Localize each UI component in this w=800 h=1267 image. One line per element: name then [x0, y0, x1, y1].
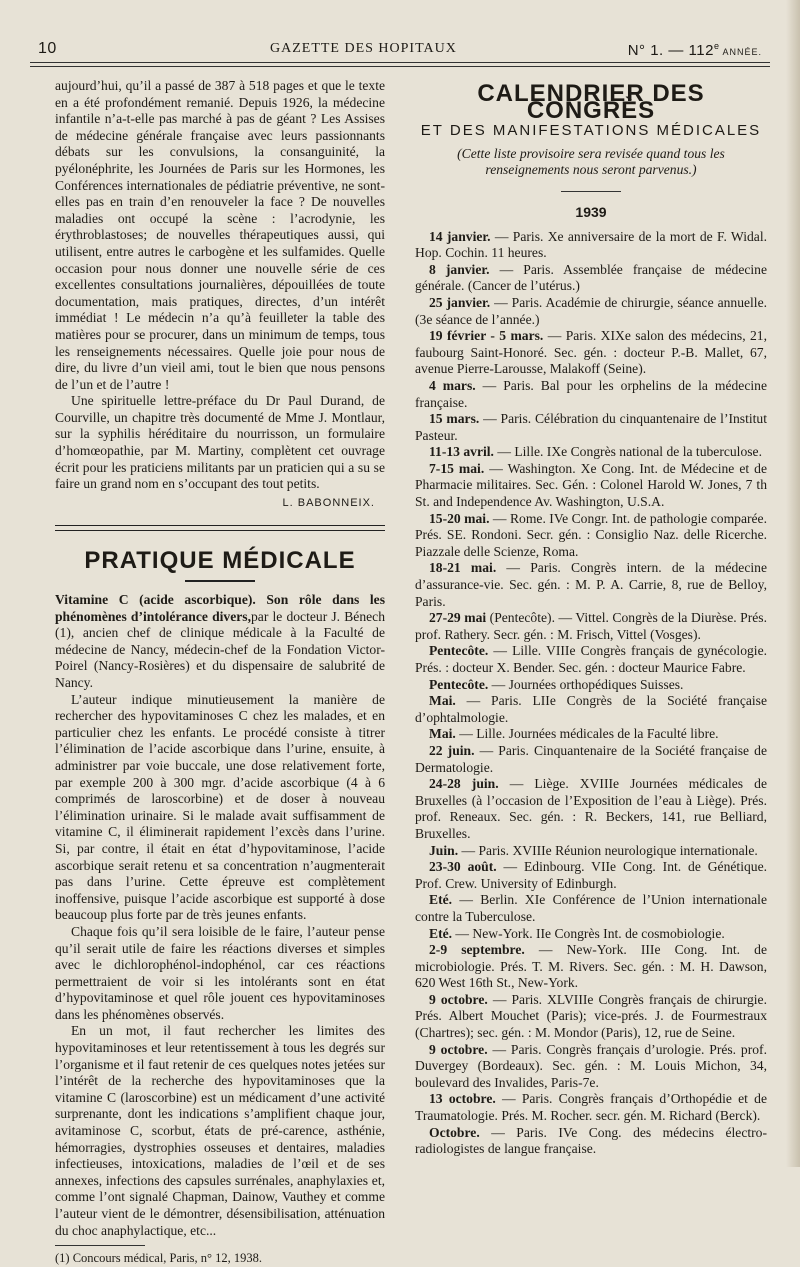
entry-date: Eté.	[429, 925, 453, 941]
article-byline: par le docteur J. Bénech (1), ancien chef de clinique médicale à la Faculté de médecine de Nancy, médecin-chef de la Fondation Victor-Poirel (Nancy-Rosières) et du dispensaire de salubrité de Nancy.	[55, 608, 385, 690]
entry-date: 18-21 mai.	[429, 560, 497, 576]
issue-number: N° 1. — 112	[627, 42, 714, 59]
entry-text: — New-York. IIe Congrès Int. de cosmobiologie.	[452, 925, 725, 941]
entry-text: — Paris. XIXe salon des médecins, 21, faubourg Saint-Honoré. Sec. gén. : docteur P.-B. Mallet, 67, avenue Pierre-Larousse, Malakoff (Seine).	[415, 328, 767, 377]
entry-date: Eté.	[429, 892, 453, 908]
entry-text: — Lille. VIIIe Congrès français de gynécologie. Prés. : docteur X. Bender. Sec. gén. : docteur Maurice Fabre.	[415, 643, 767, 675]
issue-suffix: ANNÉE.	[719, 47, 762, 57]
page-number: 10	[38, 40, 57, 57]
calendar-entry	[415, 726, 767, 743]
section-title: PRATIQUE MÉDICALE	[84, 547, 356, 575]
entry-text: — Journées orthopédiques Suisses.	[488, 676, 684, 692]
entry-text: — Paris. Congrès français d’Orthopédie et de Traumatologie. Prés. M. Rocher. secr. gén. M. Richard (Berck).	[415, 1091, 767, 1124]
calendar-note: (Cette liste provisoire sera revisée quand tous les renseignements nous seront parvenus.)	[457, 145, 725, 178]
issue-info	[628, 41, 762, 59]
entry-text: — Paris. XLVIIIe Congrès français de chirurgie. Prés. Albert Mouchet (Paris); vice-prés. J. de Fourmestraux (Chartres); sec. gén. : M. Mondor (Paris), 12, rue de Seine.	[415, 991, 767, 1041]
entry-date: 7-15 mai.	[429, 460, 485, 476]
entry-text: — Paris. Congrès français d’urologie. Prés. prof. Duvergey (Bordeaux). Sec. gén. : M. Louis Michon, 34, boulevard des Invalides, Paris-7e.	[415, 1041, 767, 1090]
publication-title: GAZETTE DES HOPITAUX	[270, 41, 457, 56]
calendar-entry	[415, 892, 767, 925]
entry-text: — Paris. IVe Cong. des médecins électro-radiologistes de langue française.	[415, 1124, 767, 1157]
calendar-entry	[415, 859, 767, 892]
entry-date: 25 janvier.	[429, 294, 491, 310]
issue-sup: e	[713, 41, 720, 51]
entry-date: 22 juin.	[429, 742, 475, 758]
book-review-text: aujourd’hui, qu’il a passé de 387 à 518 pages et que le texte en a été profondément remanié. Depuis 1926, la médecine infantile n’a-t-elle pas marché à pas de géant ? Les Assises de médecine générale française avec leurs passionnants débats sur les convulsions, la consanguinité, la pyélonéphrite, les Journées de Paris sur les Hormones, les Conférences internationales de pédiatrie préventive, ne sont-elles pas en train d’en renouveler la face ? De nouvelles maladies ont occupé la scène : l’acrodynie, les érythroblastoses; de nouvelles thérapeutiques aussi, qui utilisent, entre autres le carbogène et les sulfamides. Quelle occasion pour nous donner une nouvelle série de ces excellentes consultations journalières, dépouillées de toute documentation, mais pratiques, directes, d’un intérêt immédiat ! Le médecin n’a qu’à feuilleter la table des matières pour se procurer, dans un minimum de temps, tous les renseignements nécessaires. Quelle joie pour nous de dire, du livre d’un vieil ami, tout le bien que nous pensons de l’un et de l’autre !	[55, 78, 385, 392]
entry-date: 23-30 août.	[429, 859, 497, 875]
entry-text: — Berlin. XIe Conférence de l’Union internationale contre la Tuberculose.	[415, 892, 767, 924]
footnote-rule	[55, 1245, 145, 1246]
entry-date: 9 octobre.	[429, 1041, 488, 1057]
article-paragraph-1: L’auteur indique minutieusement la manière de rechercher des hypovitaminoses C chez les malades, et en particulier chez les enfants. Le procédé consiste à titrer l’élimination de l’acide ascorbique dans l’urine, ensuite, à administrer par voie buccale, une dose relativement forte, par exemple 200 à 300 mgr. d’acide ascorbique (4 à 6 comprimés de laroscorbine) et de doser à nouveau l’élimination urinaire. Si le malade avait suffisamment de vitamine C, il éliminerait rapidement l’excès dans l’urine. Si, par contre, il était en état d’hypovitaminose, l’acide ascorbique serait retenu et sa concentration n’augmenterait pas dans l’urine. Cette épreuve est complètement inoffensive, puisque l’acide ascorbique est supporté à dose beaucoup plus forte par de très jeunes enfants.	[55, 691, 385, 923]
entry-date: 4 mars.	[429, 377, 476, 393]
page-edge	[786, 0, 800, 1167]
calendar-entry	[415, 560, 767, 610]
calendar-entry	[415, 295, 767, 328]
article-paragraph-2: Chaque fois qu’il sera loisible de le faire, l’auteur pense qu’il serait utile de faire les réactions diverses et simples avec le dichlorophénol-indophénol, car ces réactions permettraient de voir si les intolérants sont en état d’hypovitaminose et quel rôle jouent ces hypovitaminoses dans les phénomènes observés.	[55, 923, 385, 1022]
footnote: (1) Concours médical, Paris, n° 12, 1938.	[55, 1251, 263, 1266]
entry-text: — New-York. IIIe Cong. Int. de microbiologie. Prés. T. M. Rivers. Sec. gén. : M. H. Dawson, 620 West 16th St., New-York.	[415, 942, 767, 991]
entry-text: — Paris. XVIIIe Réunion neurologique internationale.	[458, 842, 758, 858]
entry-text: — Paris. Célébration du cinquantenaire de l’Institut Pasteur.	[415, 411, 767, 443]
calendar-entry	[415, 444, 767, 461]
entry-text: — Paris. Cinquantenaire de la Société française de Dermatologie.	[415, 742, 767, 775]
calendar-rule	[561, 191, 621, 192]
calendar-entry	[415, 378, 767, 411]
entry-date: 9 octobre.	[429, 991, 488, 1007]
entry-date: Mai.	[429, 726, 456, 742]
calendar-entry	[415, 926, 767, 943]
entry-text: — Paris. LIIe Congrès de la Société française d’ophtalmologie.	[415, 693, 767, 725]
entry-text: — Edinbourg. VIIe Cong. Int. de Génétique. Prof. Crew. University of Edinburgh.	[415, 859, 767, 891]
entry-date: Mai.	[429, 693, 456, 709]
page-header	[30, 38, 770, 60]
book-review-text-2: Une spirituelle lettre-préface du Dr Paul Durand, de Courville, un chapitre très documenté de Mme J. Montlaur, sur la syphilis héréditaire du nourrisson, un formulaire d’homœopathie, par M. Martiny, complètent cet ouvrage écrit pour les praticiens militants par un praticien qui a su se faire un grand nom en s’occupant des tout petits.	[55, 393, 385, 492]
entry-date: Pentecôte.	[429, 676, 489, 692]
article-paragraph-3: En un mot, il faut rechercher les limites des hypovitaminoses et leur retentissement à tous les degrés sur l’organisme et il faut retenir de ces quelques notes jetées sur l’intérêt de la recherche des hypovitaminoses que la vitamine C (laroscorbine) est un médicament d’une activité surprenante, dont les indications s’amplifient chaque jour, avitaminose C, scorbut, états de pré-carence, asthénie, hémorragies, dystrophies osseuses et dentaires, maladies infectieuses, intoxications, maladies de l’œil et de ses annexes, infections des capsules surrénales, anaphylaxies et, comme l’ont signalé Chapman, Dainow, Vauthey et comme l’auteur vient de le démontrer, désensibilisation, atténuation du choc anaphylactique, etc...	[55, 1023, 385, 1238]
calendar-entry	[415, 1042, 767, 1092]
calendar-entries	[415, 229, 767, 1158]
calendar-entry	[415, 677, 767, 694]
calendar-entry	[415, 776, 767, 842]
entry-text: — Paris. Académie de chirurgie, séance annuelle. (3e séance de l’année.)	[415, 294, 768, 327]
calendar-title: CALENDRIER DES CONGRÈS	[477, 80, 705, 124]
calendar-entry	[415, 411, 767, 444]
calendar-entry	[415, 693, 767, 726]
calendar-entry	[415, 328, 767, 378]
entry-text: — Paris. Xe anniversaire de la mort de F. Widal. Hop. Cochin. 11 heures.	[415, 228, 768, 261]
entry-text: — Washington. Xe Cong. Int. de Médecine et de Pharmacie militaires. Sec. Gén. : Colonel Harold W. Jones, 7 th St. and Independence Av. Washington, U.S.A.	[415, 460, 767, 510]
entry-date: 14 janvier.	[429, 228, 491, 244]
calendar-year: 1939	[575, 203, 607, 220]
entry-text: — Paris. Congrès intern. de la médecine d’assurance-vie. Sec. gén. : M. P. A. Carrie, 8, rue de Belloy, Paris.	[415, 560, 767, 609]
calendar-entry	[415, 1091, 767, 1124]
entry-date: 13 octobre.	[429, 1091, 496, 1107]
calendar-entry	[415, 1125, 767, 1158]
entry-date: Pentecôte.	[429, 643, 489, 659]
left-column	[55, 78, 385, 1267]
calendar-entry	[415, 942, 767, 992]
entry-date: 27-29 mai	[429, 610, 487, 626]
entry-date: 24-28 juin.	[429, 776, 499, 792]
section-divider	[55, 525, 385, 531]
entry-date: 15-20 mai.	[429, 510, 490, 526]
calendar-entry	[415, 511, 767, 561]
entry-date: 11-13 avril.	[429, 444, 494, 460]
entry-text: — Lille. Journées médicales de la Faculté libre.	[455, 726, 719, 742]
entry-text: — Paris. Assemblée française de médecine générale. (Cancer de l’utérus.)	[415, 261, 767, 294]
title-underline	[185, 580, 255, 582]
calendar-entry	[415, 262, 767, 295]
calendar-entry	[415, 610, 767, 643]
article-title: Vitamine C (acide ascorbique). Son rôle dans les phénomènes d’intolérance divers,	[55, 592, 385, 624]
calendar-entry	[415, 843, 767, 860]
entry-date: Juin.	[429, 842, 459, 858]
entry-date: 2-9 septembre.	[429, 942, 525, 958]
entry-text: (Pentecôte). — Vittel. Congrès de la Diurèse. Prés. prof. Rathery. Secr. gén. : M. Frisch, Vittel (Vosges).	[415, 610, 767, 642]
entry-text: — Liège. XVIIIe Journées médicales de Bruxelles (à l’occasion de l’Exposition de l’eau à Liège). Prés. prof. Reneaux. Sec. gén. : R. Beckers, 141, rue Belliard, Bruxelles.	[415, 776, 768, 841]
calendar-entry	[415, 461, 767, 511]
calendar-entry	[415, 643, 767, 676]
right-column	[415, 80, 767, 1158]
calendar-subtitle: ET DES MANIFESTATIONS MÉDICALES	[420, 122, 762, 140]
header-rule-top	[30, 62, 770, 63]
header-rule-bottom	[30, 66, 770, 67]
entry-date: Octobre.	[429, 1124, 480, 1140]
entry-text: — Rome. IVe Congr. Int. de pathologie comparée. Prés. SE. Rondoni. Secr. gén. : Consiglio Naz. delle Ricerche. Piazzale delle Scienze, Roma.	[415, 510, 767, 559]
review-signature: L. BABONNEIX.	[282, 496, 375, 509]
calendar-entry	[415, 229, 767, 262]
entry-date: 19 février - 5 mars.	[429, 328, 544, 344]
entry-text: — Lille. IXe Congrès national de la tuberculose.	[493, 444, 762, 460]
entry-text: — Paris. Bal pour les orphelins de la médecine française.	[415, 377, 767, 410]
calendar-entry	[415, 743, 767, 776]
entry-date: 8 janvier.	[429, 261, 490, 277]
entry-date: 15 mars.	[429, 411, 480, 427]
article-heading	[55, 592, 385, 692]
calendar-entry	[415, 992, 767, 1042]
